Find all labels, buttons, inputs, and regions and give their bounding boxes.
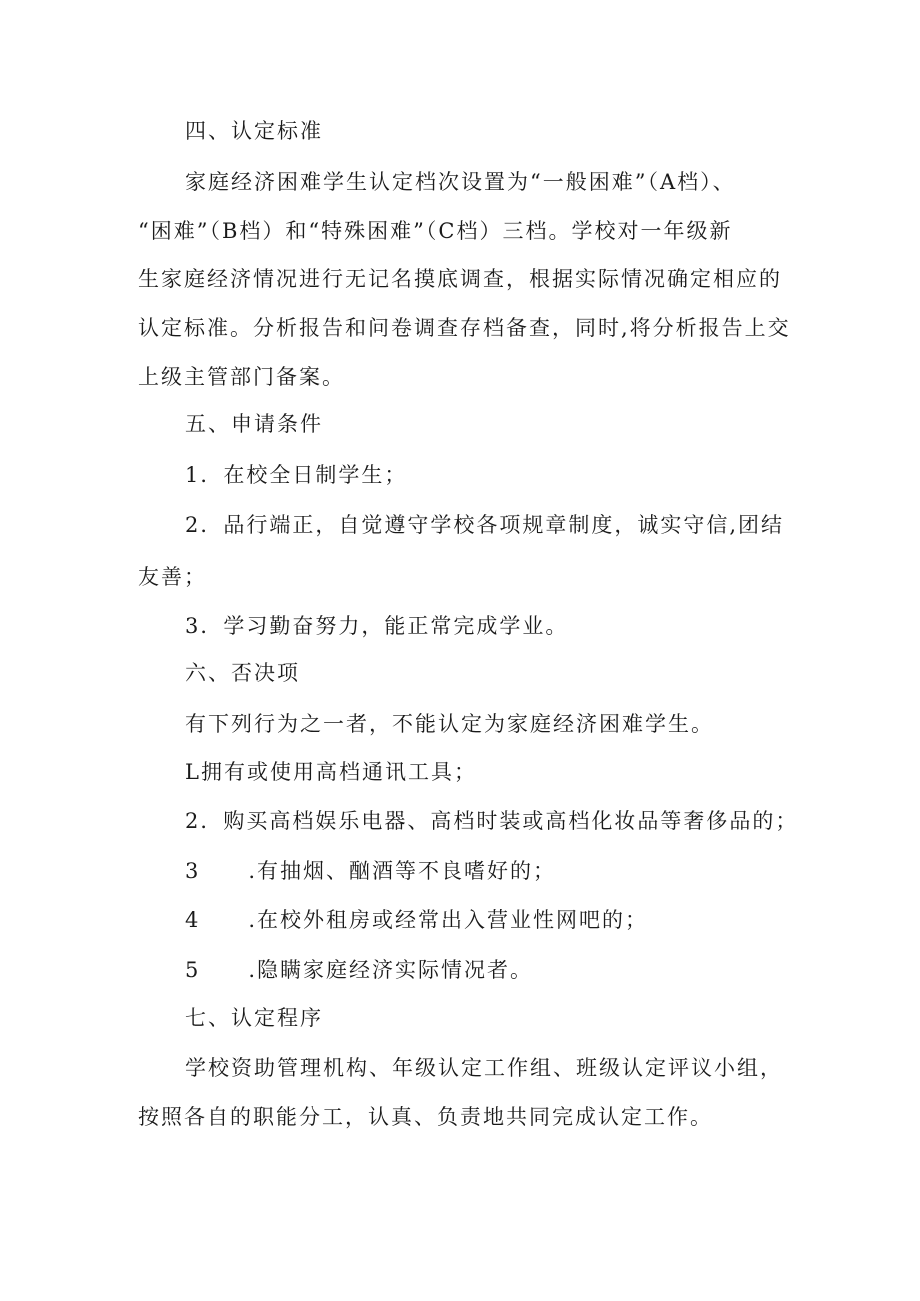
section-5-item-3: 3．学习勤奋努力，能正常完成学业。: [185, 614, 569, 638]
section-6-item-3-text: .有抽烟、酗酒等不良嗜好的；: [248, 859, 557, 883]
section-6-intro: 有下列行为之一者，不能认定为家庭经济困难学生。: [185, 712, 714, 736]
section-6-item-5-text: .隐瞒家庭经济实际情况者。: [248, 958, 534, 982]
section-5-item-1: 1．在校全日制学生；: [185, 463, 408, 487]
section-5-heading: 五、申请条件: [185, 412, 323, 436]
section-6-item-5: [185, 955, 533, 985]
section-4-paragraph-line-1: 家庭经济困难学生认定档次设置为“一般困难”（A档）、: [185, 170, 736, 194]
section-4-heading: 四、认定标准: [185, 119, 323, 143]
section-7-heading: 七、认定程序: [185, 1006, 323, 1030]
section-6-item-3-number: 3: [185, 859, 201, 883]
section-4-paragraph-line-3: 生家庭经济情况进行无记名摸底调查，根据实际情况确定相应的: [138, 267, 782, 291]
section-6-item-4-number: 4: [185, 908, 201, 932]
section-5-item-2-line-2: 友善；: [138, 565, 207, 589]
section-6-item-5-number: 5: [185, 958, 201, 982]
section-7-paragraph-line-2: 按照各自的职能分工，认真、负责地共同完成认定工作。: [138, 1105, 713, 1129]
section-7-paragraph-line-1: 学校资助管理机构、年级认定工作组、班级认定评议小组，: [185, 1056, 783, 1080]
section-6-item-3: [185, 856, 556, 886]
section-6-item-1: L拥有或使用高档通讯工具；: [185, 760, 477, 784]
section-4-paragraph-line-4: 认定标准。分析报告和问卷调查存档备查，同时,将分析报告上交: [138, 316, 791, 340]
section-4-paragraph-line-5: 上级主管部门备案。: [138, 365, 345, 389]
section-6-heading: 六、否决项: [185, 661, 300, 685]
section-6-item-4-text: .在校外租房或经常出入营业性网吧的；: [248, 908, 649, 932]
section-6-item-4: [185, 905, 648, 935]
section-6-item-2: 2．购买高档娱乐电器、高档时装或高档化妆品等奢侈品的；: [185, 809, 799, 833]
section-4-paragraph-line-2: “困难”（B档）和“特殊困难”（C档）三档。学校对一年级新: [138, 219, 733, 243]
section-5-item-2-line-1: 2．品行端正，自觉遵守学校各项规章制度，诚实守信,团结: [185, 513, 785, 537]
